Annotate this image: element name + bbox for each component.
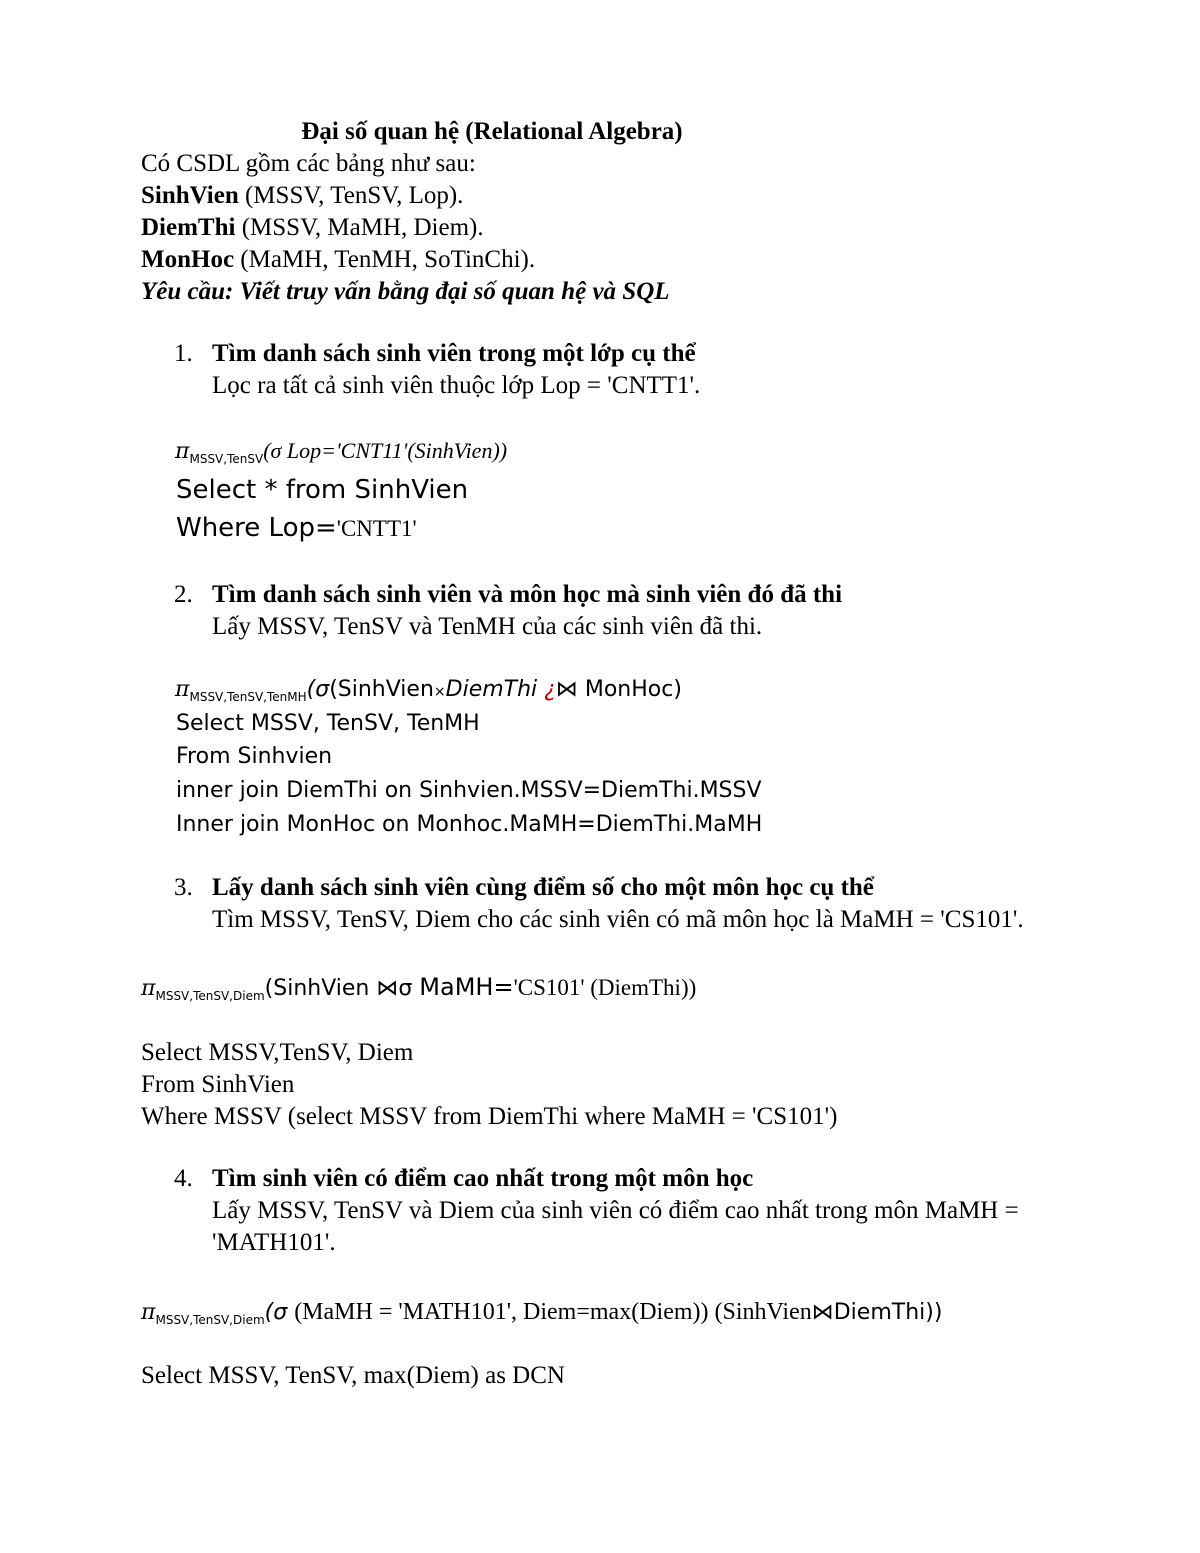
selection-condition: MaMH=: [419, 973, 514, 1001]
selection-open: (σ: [306, 677, 330, 702]
q4-formula: [141, 1297, 942, 1334]
q3-sql-line: Where MSSV (select MSSV from DiemThi where MaMH = 'CS101'): [141, 1103, 838, 1130]
table-name: MonHoc: [141, 246, 235, 273]
q4-description-cont: 'MATH101'.: [212, 1229, 336, 1256]
q2-formula: [175, 676, 682, 711]
q4-sql-line: Select MSSV, TenSV, max(Diem) as DCN: [141, 1362, 565, 1389]
q4-heading: Tìm sinh viên có điểm cao nhất trong một môn học: [212, 1165, 754, 1192]
intro-line: Có CSDL gồm các bảng như sau:: [141, 150, 476, 177]
unknown-char: ¿: [544, 677, 556, 702]
relation: (SinhVien)): [407, 438, 508, 463]
table-def-monhoc: [141, 245, 535, 275]
projection-symbol: π: [141, 976, 156, 1001]
q1-formula: [175, 437, 507, 473]
q2-heading: Tìm danh sách sinh viên và môn học mà sinh viên đó đã thi: [212, 581, 843, 608]
q1-sql-line: [176, 511, 417, 545]
table-def-sinhvien: [141, 181, 463, 211]
q3-heading: Lấy danh sách sinh viên cùng điểm số cho một môn học cụ thể: [212, 874, 874, 901]
q2-sql-line: inner join DiemThi on Sinhvien.MSSV=DiemThi.MSSV: [176, 778, 762, 803]
join-selection: (SinhVien ⋈σ: [264, 976, 420, 1001]
sql-text: Where Lop=: [176, 513, 337, 543]
projection-attrs: MSSV,TenSV: [189, 452, 264, 466]
relation-a: (SinhVien: [329, 677, 434, 702]
projection-symbol: π: [175, 439, 190, 464]
table-name: SinhVien: [141, 182, 239, 209]
join-symbol: ⋈: [811, 1300, 834, 1325]
q3-description: Tìm MSSV, TenSV, Diem cho các sinh viên có mã môn học là MaMH = 'CS101'.: [212, 906, 1024, 933]
q1-number: 1.: [174, 340, 193, 367]
relation-c: MonHoc): [584, 677, 682, 702]
selection-condition: (MaMH = 'MATH101', Diem=max(Diem)) (SinhVien: [294, 1299, 812, 1325]
relation-b: DiemThi: [445, 677, 538, 702]
table-cols: (MSSV, TenSV, Lop).: [238, 182, 464, 209]
projection-attrs: MSSV,TenSV,TenMH: [189, 690, 307, 704]
projection-attrs: MSSV,TenSV,Diem: [155, 989, 265, 1003]
selection-value: 'CS101' (DiemThi)): [513, 975, 697, 1000]
selection-open: (σ: [263, 438, 287, 463]
q1-sql-line: Select * from SinhVien: [176, 475, 469, 505]
selection-condition: Lop='CNT11': [286, 438, 408, 463]
table-def-diemthi: [141, 213, 484, 243]
q3-formula: [141, 973, 696, 1010]
projection-symbol: π: [141, 1300, 156, 1325]
q2-number: 2.: [174, 581, 193, 608]
table-cols: (MaMH, TenMH, SoTinChi).: [234, 246, 536, 273]
q3-number: 3.: [174, 874, 193, 901]
q3-sql-line: From SinhVien: [141, 1071, 295, 1098]
q2-sql-line: From Sinhvien: [176, 744, 333, 769]
q1-heading: Tìm danh sách sinh viên trong một lớp cụ thể: [212, 340, 696, 367]
projection-symbol: π: [175, 677, 190, 702]
relation: DiemThi)): [833, 1300, 943, 1325]
q2-sql-line: Inner join MonHoc on Monhoc.MaMH=DiemThi.MaMH: [176, 812, 763, 837]
q3-sql-line: Select MSSV,TenSV, Diem: [141, 1039, 414, 1066]
requirement: Yêu cầu: Viết truy vấn bằng đại số quan hệ và SQL: [141, 278, 670, 305]
sql-value: 'CNTT1': [336, 516, 417, 541]
q2-description: Lấy MSSV, TenSV và TenMH của các sinh viên đã thi.: [212, 613, 763, 640]
cross-product-symbol: ×: [433, 684, 446, 700]
table-cols: (MSSV, MaMH, Diem).: [235, 214, 484, 241]
q2-sql-line: Select MSSV, TenSV, TenMH: [176, 711, 480, 736]
projection-attrs: MSSV,TenSV,Diem: [155, 1313, 265, 1327]
table-name: DiemThi: [141, 214, 236, 241]
q4-number: 4.: [174, 1165, 193, 1192]
q4-description: Lấy MSSV, TenSV và Diem của sinh viên có điểm cao nhất trong môn MaMH =: [212, 1197, 1019, 1224]
join-symbol: ⋈: [555, 677, 578, 702]
selection-open: (σ: [264, 1300, 295, 1325]
page-title: Đại số quan hệ (Relational Algebra): [301, 118, 683, 145]
q1-description: Lọc ra tất cả sinh viên thuộc lớp Lop = 'CNTT1'.: [212, 372, 701, 399]
